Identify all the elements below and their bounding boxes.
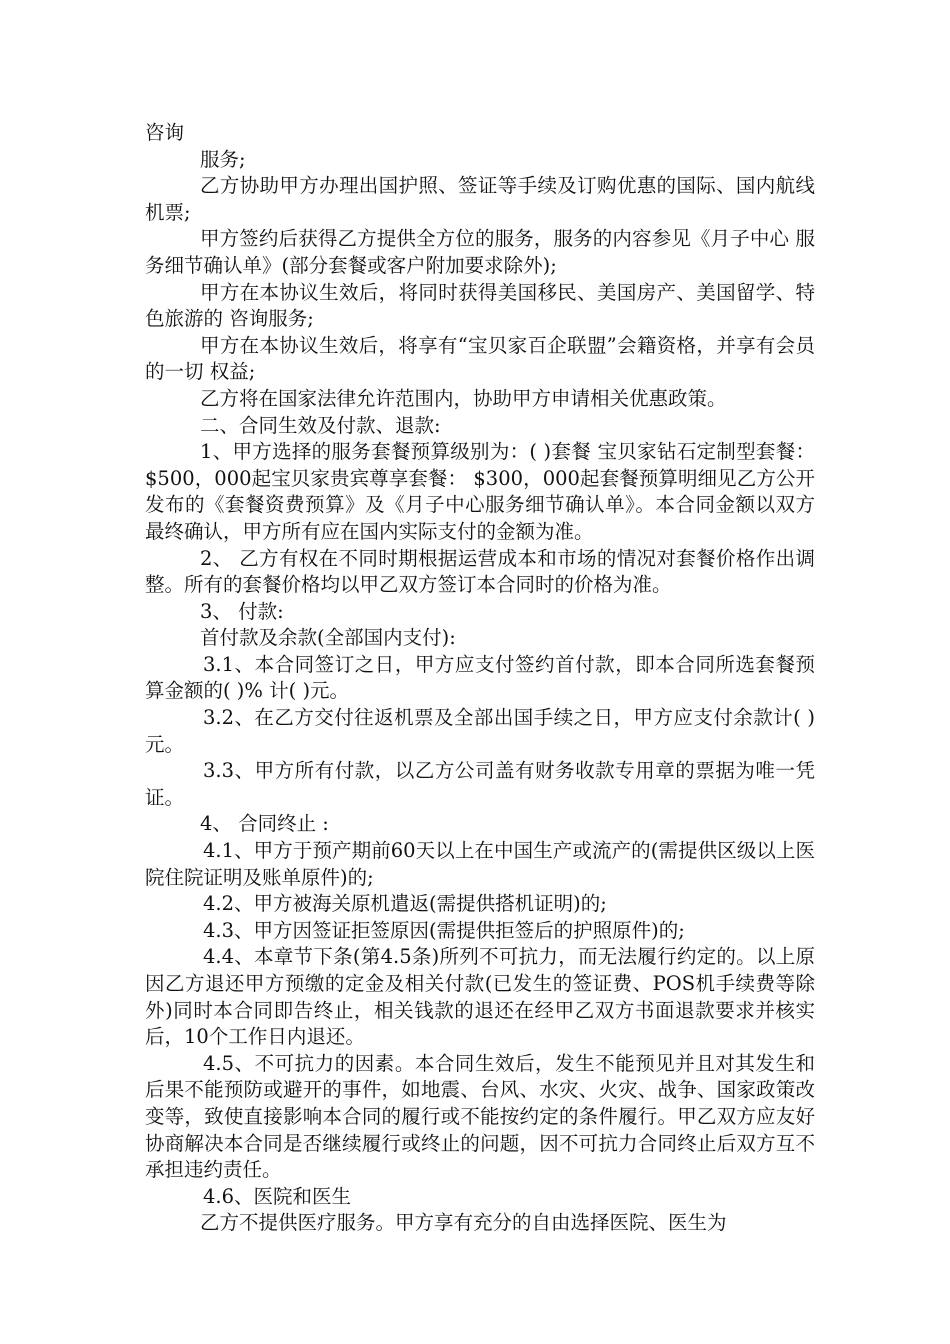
paragraph-full-service: 甲方签约后获得乙方提供全方位的服务，服务的内容参见《月子中心 服务细节确认单》(部分套餐或客户附加要求除外); [145,227,815,277]
clause-3-1: 3.1、本合同签订之日，甲方应支付签约首付款，即本合同所选套餐预算金额的( )% 计( )元。 [145,652,815,703]
clause-3-2: 3.2、在乙方交付往返机票及全部出国手续之日，甲方应支付余款计( )元。 [145,706,815,756]
section-heading-2: 二、合同生效及付款、退款: [200,413,441,437]
clause-3-3: 3.3、甲方所有付款，以乙方公司盖有财务收款专用章的票据为唯一凭证。 [145,759,815,809]
clause-4-1: 4.1、甲方于预产期前60天以上在中国生产或流产的(需提供区级以上医院住院证明及账单原件)的; [145,839,815,889]
clause-4-6-heading: 4.6、医院和医生 [203,1184,352,1208]
clause-3-heading: 3、 付款: [200,599,284,623]
paragraph-membership: 甲方在本协议生效后，将享有“宝贝家百企联盟”会籍资格，并享有会员的一切 权益; [145,333,815,384]
paragraph-passport-visa: 乙方协助甲方办理出国护照、签证等手续及订购优惠的国际、国内航线机票; [145,174,815,224]
paragraph-service: 服务; [200,147,246,171]
paragraph-consult: 咨询 [145,121,185,144]
contract-body [145,120,815,1237]
clause-4-2: 4.2、甲方被海关原机遣返(需提供搭机证明)的; [203,892,607,916]
clause-4-5: 4.5、不可抗力的因素。本合同生效后，发生不能预见并且对其发生和后果不能预防或避开的事件，如地震、台风、水灾、火灾、战争、国家政策改变等，致使直接影响本合同的履行或不能按约定的条件履行。甲乙双方应友好协商解决本合同是否继续履行或终止的问题，因不可抗力合同终止后双方互不承担违约责任。 [145,1051,815,1182]
clause-4-6-body: 乙方不提供医疗服务。甲方享有充分的自由选择医院、医生为 [200,1211,727,1235]
paragraph-immigration-consult: 甲方在本协议生效后，将同时获得美国移民、美国房产、美国留学、特色旅游的 咨询服务; [145,280,815,331]
clause-3-subheading: 首付款及余款(全部国内支付): [200,626,456,650]
clause-4-4: 4.4、本章节下条(第4.5条)所列不可抗力，而无法履行约定的。以上原因乙方退还甲方预缴的定金及相关付款(已发生的签证费、POS机手续费等除外)同时本合同即告终止，相关钱款的退还在经甲乙双方书面退款要求并核实后，10个工作日内退还。 [145,945,815,1049]
clause-4-heading: 4、 合同终止 : [200,812,329,836]
paragraph-policy: 乙方将在国家法律允许范围内，协助甲方申请相关优惠政策。 [200,386,727,410]
clause-1: 1、甲方选择的服务套餐预算级别为：( )套餐 宝贝家钻石定制型套餐： $500，000起宝贝家贵宾尊享套餐： $300，000起套餐预算明细见乙方公开发布的《套餐资费预算》及《月子中心服务细节确认单》。本合同金额以双方最终确认，甲方所有应在国内实际支付的金额为准。 [145,440,815,543]
clause-2: 2、 乙方有权在不同时期根据运营成本和市场的情况对套餐价格作出调整。所有的套餐价格均以甲乙双方签订本合同时的价格为准。 [145,546,815,597]
clause-4-3: 4.3、甲方因签证拒签原因(需提供拒签后的护照原件)的; [203,918,685,942]
